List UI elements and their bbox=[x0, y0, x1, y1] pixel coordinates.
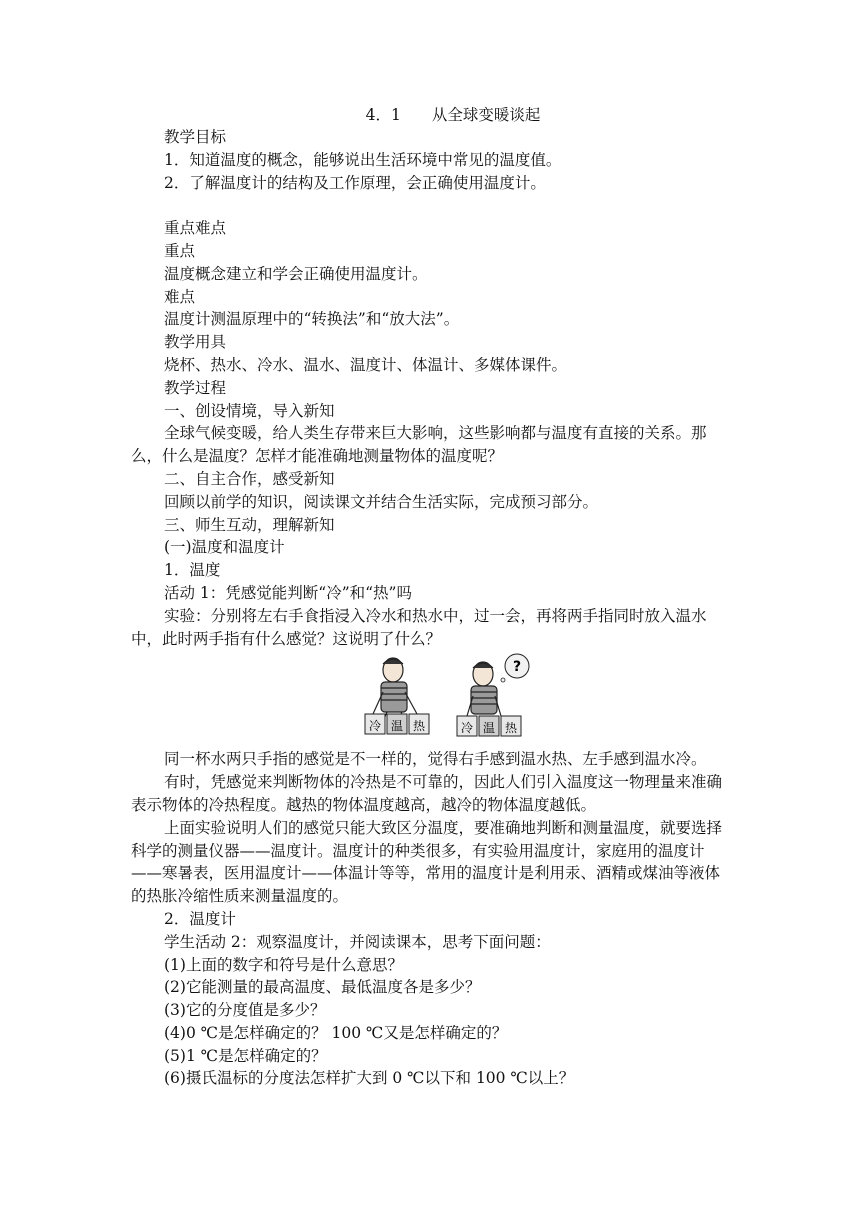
part3-heading: 三、师生互动，理解新知 bbox=[164, 515, 335, 534]
activity1-text: 活动 1：凭感觉能判断“冷”和“热”吗 bbox=[164, 583, 412, 602]
right-cups-group bbox=[457, 716, 521, 736]
para-after-figure: 同一杯水两只手指的感觉是不一样的，觉得右手感到温水热、左手感到温水冷。 bbox=[164, 750, 707, 769]
part2-text: 回顾以前学的知识，阅读课文并结合生活实际，完成预习部分。 bbox=[164, 492, 599, 511]
experiment-text: 实验：分别将左右手食指浸入冷水和热水中，过一会，再将两手指同时放入温水中，此时两手指有什么感觉？这说明了什么？ bbox=[131, 606, 707, 648]
question-item: (3)它的分度值是多少？ bbox=[164, 1001, 326, 1020]
process-heading: 教学过程 bbox=[164, 378, 227, 397]
right-person-figure bbox=[467, 662, 501, 716]
document-body bbox=[131, 126, 734, 1090]
experiment-figure bbox=[131, 652, 734, 744]
point2-heading: 2．温度计 bbox=[164, 909, 236, 928]
tools-heading: 教学用具 bbox=[164, 333, 227, 352]
question-item: (2)它能测量的最高温度、最低温度各是多少？ bbox=[164, 978, 481, 997]
cold-label: 冷 bbox=[368, 719, 382, 734]
para-feeling: 有时，凭感觉来判断物体的冷热是不可靠的，因此人们引入温度这一物理量来准确表示物体的冷热程度。越热的物体温度越高，越冷的物体温度越低。 bbox=[131, 773, 723, 814]
part1-heading: 一、创设情境，导入新知 bbox=[164, 401, 335, 420]
keys-heading: 重点难点 bbox=[164, 219, 227, 238]
activity2-text: 学生活动 2：观察温度计，并阅读课本，思考下面问题： bbox=[164, 932, 551, 951]
key-point-heading: 重点 bbox=[164, 241, 196, 260]
warm-label: 温 bbox=[482, 721, 496, 736]
para-thermometer: 上面实验说明人们的感觉只能大致区分温度，要准确地判断和测量温度，就要选择科学的测量仪器——温度计。温度计的种类很多，有实验用温度计，家庭用的温度计——寒暑表，医用温度计——体温计等等，常用的温度计是利用汞、酒精或煤油等液体的热胀冷缩性质来测量温度的。 bbox=[131, 818, 723, 906]
key-point-text: 温度概念建立和学会正确使用温度计。 bbox=[164, 264, 428, 283]
blank-line bbox=[131, 194, 734, 217]
difficulty-text: 温度计测温原理中的“转换法”和“放大法”。 bbox=[164, 310, 460, 329]
cold-label: 冷 bbox=[460, 721, 474, 736]
question-item: (4)0 ℃是怎样确定的？ 100 ℃又是怎样确定的？ bbox=[164, 1023, 508, 1042]
tools-text: 烧杯、热水、冷水、温水、温度计、体温计、多媒体课件。 bbox=[164, 355, 568, 374]
point1-heading: 1．温度 bbox=[164, 561, 221, 580]
question-item: (1)上面的数字和符号是什么意思？ bbox=[164, 955, 403, 974]
question-item: (5)1 ℃是怎样确定的？ bbox=[164, 1046, 327, 1065]
warm-label: 温 bbox=[390, 719, 404, 734]
hot-label: 热 bbox=[504, 721, 518, 736]
hot-label: 热 bbox=[412, 719, 426, 734]
sub1-heading: (一)温度和温度计 bbox=[164, 538, 285, 557]
question-mark: ? bbox=[512, 659, 522, 676]
experiment-illustration bbox=[361, 652, 541, 744]
left-cups-group bbox=[365, 714, 429, 734]
goal-item: 1．知道温度的概念，能够说出生活环境中常见的温度值。 bbox=[164, 150, 562, 169]
thought-bubble bbox=[501, 654, 529, 682]
goals-heading: 教学目标 bbox=[164, 128, 227, 146]
page-title: 4．1 从全球变暖谈起 bbox=[365, 106, 541, 124]
difficulty-heading: 难点 bbox=[164, 287, 196, 306]
part2-heading: 二、自主合作，感受新知 bbox=[164, 469, 335, 488]
question-item: (6)摄氏温标的分度法怎样扩大到 0 ℃以下和 100 ℃以上？ bbox=[164, 1069, 575, 1088]
goal-item: 2．了解温度计的结构及工作原理，会正确使用温度计。 bbox=[164, 173, 546, 192]
part1-text: 全球气候变暖，给人类生存带来巨大影响，这些影响都与温度有直接的关系。那么，什么是温度？怎样才能准确地测量物体的温度呢？ bbox=[131, 424, 707, 466]
